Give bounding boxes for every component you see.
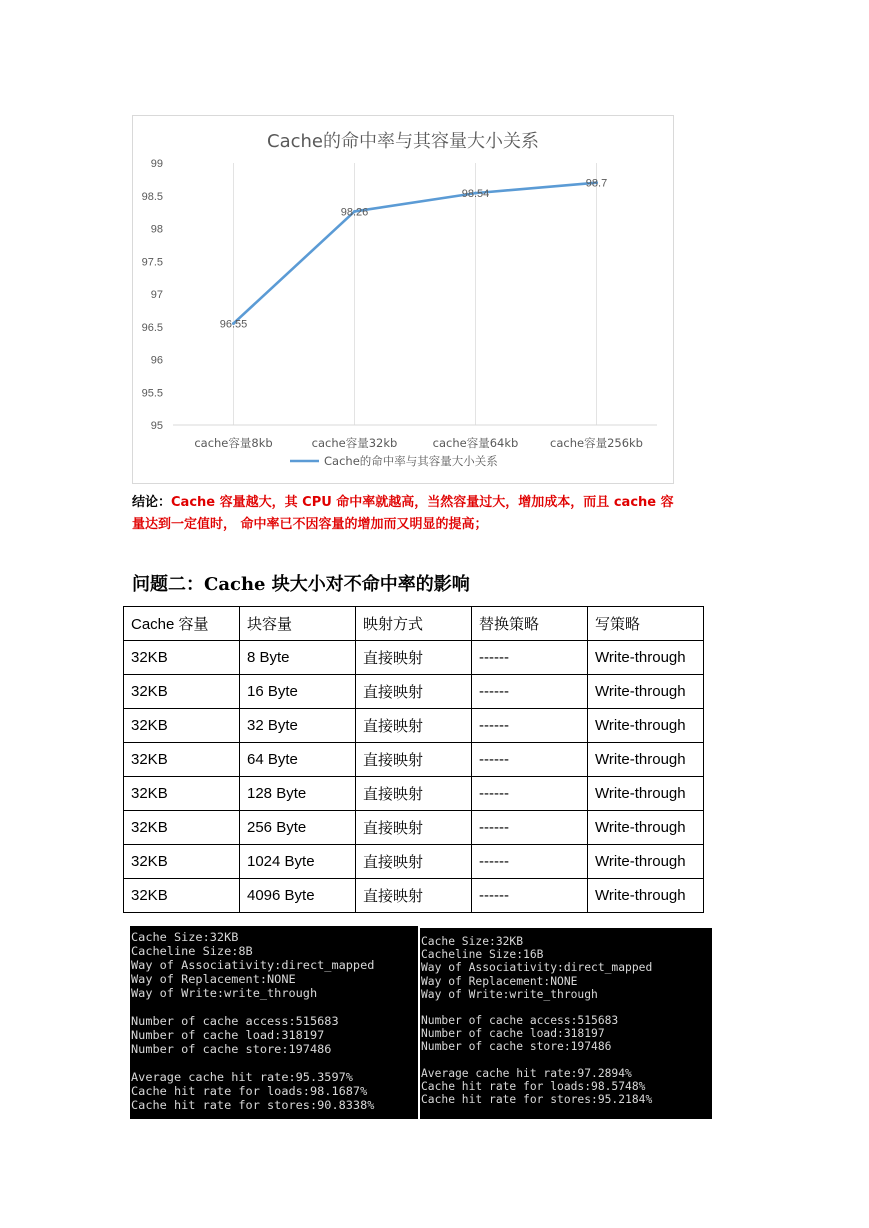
table-header-cell: Cache 容量 xyxy=(124,607,240,641)
table-cell: 32KB xyxy=(124,811,240,845)
table-cell: Write-through xyxy=(588,845,704,879)
table-cell: 直接映射 xyxy=(356,641,472,675)
table-cell: 直接映射 xyxy=(356,675,472,709)
y-tick-label: 99 xyxy=(150,158,163,170)
y-tick-label: 96.5 xyxy=(141,321,163,334)
terminal-line: Cache hit rate for stores:90.8338% xyxy=(131,1098,375,1112)
table-cell: 8 Byte xyxy=(240,641,356,675)
table-cell: Write-through xyxy=(588,879,704,913)
table-cell: ------ xyxy=(472,743,588,777)
table-header-row xyxy=(124,607,704,641)
table-cell: 16 Byte xyxy=(240,675,356,709)
y-tick-label: 96 xyxy=(150,354,163,367)
table-cell: 4096 Byte xyxy=(240,879,356,913)
section-title: 问题二：Cache 块大小对不命中率的影响 xyxy=(132,574,470,595)
terminal-line: Cache Size:32KB xyxy=(131,930,239,944)
y-tick-label: 95 xyxy=(150,420,163,432)
data-label: 96.55 xyxy=(219,318,248,331)
table-cell: 直接映射 xyxy=(356,743,472,777)
table-cell: 32 Byte xyxy=(240,709,356,743)
table-cell: 直接映射 xyxy=(356,777,472,811)
table-cell: 32KB xyxy=(124,845,240,879)
table-row xyxy=(124,777,704,811)
terminal-line: Number of cache store:197486 xyxy=(421,1040,612,1054)
table-cell: 直接映射 xyxy=(356,845,472,879)
data-label: 98.7 xyxy=(585,177,608,190)
terminal-line: Number of cache access:515683 xyxy=(421,1014,619,1028)
legend-label: Cache的命中率与其容量大小关系 xyxy=(324,454,498,468)
x-tick-label: cache容量32kb xyxy=(311,436,398,450)
x-tick-label: cache容量256kb xyxy=(550,436,643,450)
terminal-line: Cache hit rate for loads:98.5748% xyxy=(421,1079,646,1093)
terminal-line: Number of cache load:318197 xyxy=(131,1028,325,1042)
table-cell: Write-through xyxy=(588,777,704,811)
table-cell: 64 Byte xyxy=(240,743,356,777)
terminal-line: Way of Write:write_through xyxy=(421,987,598,1001)
conclusion-text xyxy=(132,492,742,536)
chart-svg xyxy=(133,116,673,483)
table-cell: 直接映射 xyxy=(356,811,472,845)
x-tick-label: cache容量8kb xyxy=(194,436,273,450)
y-tick-label: 97 xyxy=(150,289,163,301)
data-label: 98.54 xyxy=(461,188,490,201)
x-tick-label: cache容量64kb xyxy=(432,436,519,450)
terminal-output-left xyxy=(130,926,418,1119)
table-cell: ------ xyxy=(472,709,588,743)
terminal-output-right xyxy=(420,928,712,1119)
chart-title: Cache的命中率与其容量大小关系 xyxy=(267,131,539,152)
terminal-line: Cacheline Size:8B xyxy=(131,944,253,958)
conclusion-lead: 结论： xyxy=(132,495,172,510)
table-cell: 直接映射 xyxy=(356,879,472,913)
table-cell: 32KB xyxy=(124,675,240,709)
table-cell: 1024 Byte xyxy=(240,845,356,879)
table-cell: Write-through xyxy=(588,743,704,777)
table-cell: 32KB xyxy=(124,879,240,913)
table-row xyxy=(124,879,704,913)
conclusion-line2: 量达到一定值时， 命中率已不因容量的增加而又明显的提高； xyxy=(132,517,488,532)
table-cell: Write-through xyxy=(588,641,704,675)
table-cell: ------ xyxy=(472,879,588,913)
table-cell: 32KB xyxy=(124,777,240,811)
table-row xyxy=(124,743,704,777)
terminal-line: Way of Write:write_through xyxy=(131,986,318,1000)
terminal-line: Way of Associativity:direct_mapped xyxy=(131,958,375,972)
terminal-line: Way of Associativity:direct_mapped xyxy=(421,961,653,975)
table-cell: Write-through xyxy=(588,709,704,743)
table-cell: 直接映射 xyxy=(356,709,472,743)
table-header-cell: 映射方式 xyxy=(356,607,472,641)
table-row xyxy=(124,845,704,879)
conclusion-line1: Cache 容量越大，其 CPU 命中率就越高，当然容量过大，增加成本，而且 cache 容 xyxy=(171,495,674,510)
terminal-line: Cacheline Size:16B xyxy=(421,948,544,962)
table-cell: ------ xyxy=(472,845,588,879)
table-cell: ------ xyxy=(472,675,588,709)
line-chart xyxy=(132,115,674,484)
terminal-line: Way of Replacement:NONE xyxy=(131,972,296,986)
terminal-line: Number of cache access:515683 xyxy=(131,1014,339,1028)
terminal-line: Average cache hit rate:97.2894% xyxy=(421,1066,632,1080)
table-row xyxy=(124,709,704,743)
table-cell: ------ xyxy=(472,641,588,675)
y-tick-label: 95.5 xyxy=(141,387,163,400)
terminal-line: Average cache hit rate:95.3597% xyxy=(131,1070,353,1084)
table-cell: Write-through xyxy=(588,811,704,845)
series-line xyxy=(234,183,597,324)
table-header-cell: 块容量 xyxy=(240,607,356,641)
table-cell: 128 Byte xyxy=(240,777,356,811)
data-label: 98.26 xyxy=(340,206,369,219)
table-cell: 32KB xyxy=(124,709,240,743)
table-cell: 32KB xyxy=(124,743,240,777)
terminal-line: Way of Replacement:NONE xyxy=(421,974,578,988)
config-table xyxy=(123,606,704,913)
terminal-line: Number of cache load:318197 xyxy=(421,1027,605,1041)
table-row xyxy=(124,641,704,675)
y-tick-label: 97.5 xyxy=(141,256,163,269)
table-header-cell: 写策略 xyxy=(588,607,704,641)
table-cell: ------ xyxy=(472,777,588,811)
table-cell: ------ xyxy=(472,811,588,845)
table-cell: Write-through xyxy=(588,675,704,709)
y-tick-label: 98.5 xyxy=(141,190,163,203)
table-cell: 256 Byte xyxy=(240,811,356,845)
table-header-cell: 替换策略 xyxy=(472,607,588,641)
y-tick-label: 98 xyxy=(150,223,163,236)
terminal-line: Number of cache store:197486 xyxy=(131,1042,332,1056)
table-row xyxy=(124,675,704,709)
table-cell: 32KB xyxy=(124,641,240,675)
table-row xyxy=(124,811,704,845)
terminal-line: Cache Size:32KB xyxy=(421,935,524,948)
terminal-line: Cache hit rate for stores:95.2184% xyxy=(421,1093,653,1107)
terminal-line: Cache hit rate for loads:98.1687% xyxy=(131,1084,368,1098)
